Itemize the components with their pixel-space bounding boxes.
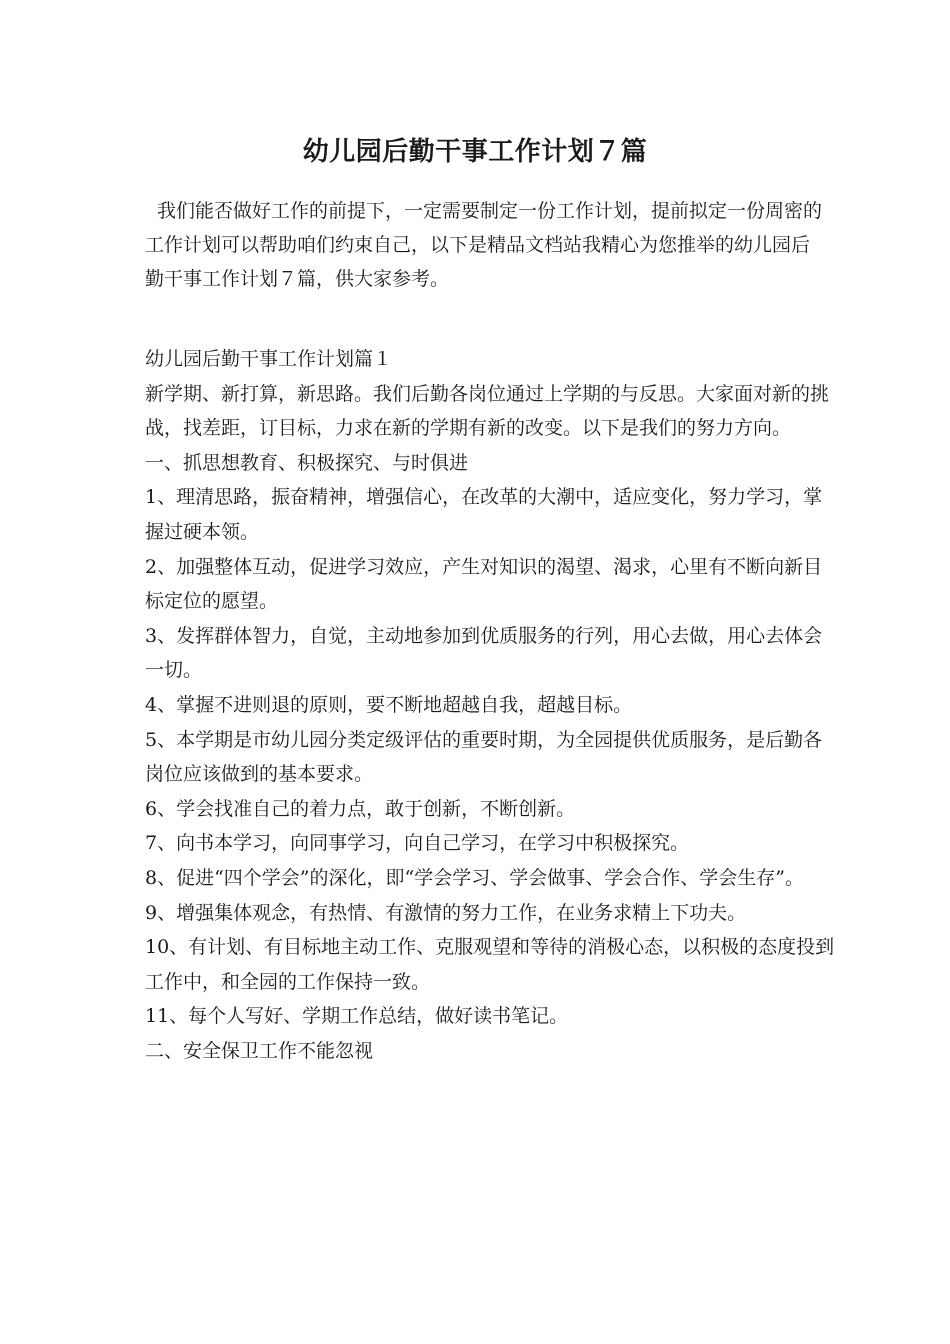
section-heading: 幼儿园后勤干事工作计划篇１ (145, 348, 393, 370)
list-item: 10、有计划、有目标地主动工作、克服观望和等待的消极心态，以积极的态度投到工作中，和全园的工作保持一致。 (145, 936, 835, 993)
list-item: 3、发挥群体智力，自觉，主动地参加到优质服务的行列，用心去做，用心去体会一切。 (145, 624, 823, 682)
list-item: 6、学会找准自己的着力点，敢于创新，不断创新。 (145, 797, 576, 820)
list-item: 1、理清思路，振奋精神，增强信心，在改革的大潮中，适应变化，努力学习，掌握过硬本领。 (145, 486, 823, 543)
document-title: 幼儿园后勤干事工作计划７篇 (302, 137, 648, 167)
list-item: 7、向书本学习，向同事学习，向自己学习，在学习中积极探究。 (145, 832, 690, 855)
intro-paragraph: 我们能否做好工作的前提下，一定需要制定一份工作计划，提前拟定一份周密的工作计划可以帮助咱们约束自己，以下是精品文档站我精心为您推举的幼儿园后勤干事工作计划７篇，供大家参考。 (145, 200, 823, 290)
list-item: 8、促进“四个学会”的深化，即“学会学习、学会做事、学会合作、学会生存”。 (145, 866, 804, 889)
list-item: 5、本学期是市幼儿园分类定级评估的重要时期，为全园提供优质服务，是后勤各岗位应该做到的基本要求。 (145, 728, 823, 786)
section-heading: 二、安全保卫工作不能忽视 (145, 1039, 374, 1062)
list-item: 9、增强集体观念，有热情、有激情的努力工作，在业务求精上下功夫。 (145, 901, 747, 924)
list-item: 2、加强整体互动，促进学习效应，产生对知识的渴望、渴求，心里有不断向新目标定位的愿望。 (145, 555, 823, 613)
section-heading: 一、抓思想教育、积极探究、与时俱进 (145, 451, 469, 474)
list-item: 11、每个人写好、学期工作总结，做好读书笔记。 (145, 1005, 569, 1028)
document-body (145, 342, 835, 1068)
body-paragraph: 新学期、新打算，新思路。我们后勤各岗位通过上学期的与反思。大家面对新的挑战，找差距，订目标，力求在新的学期有新的改变。以下是我们的努力方向。 (145, 382, 830, 440)
list-item: 4、掌握不进则退的原则，要不断地超越自我，超越目标。 (145, 693, 633, 716)
